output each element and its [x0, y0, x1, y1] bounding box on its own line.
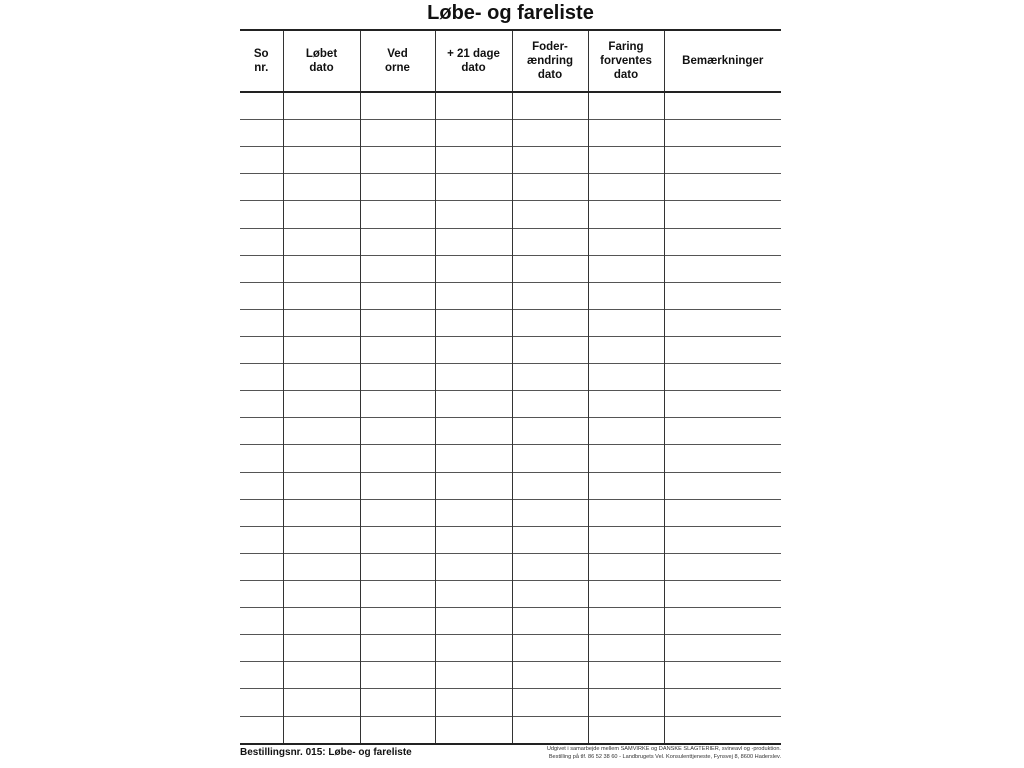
remarks-cell [664, 553, 781, 580]
sow-number-cell [240, 553, 283, 580]
breeding-log-table [240, 29, 781, 745]
table-row [240, 499, 781, 526]
farrowing-date-cell [588, 92, 664, 120]
feed-change-cell [512, 716, 588, 744]
plus-21-days-cell [435, 201, 512, 228]
mating-date-cell [283, 92, 360, 120]
farrowing-date-cell [588, 689, 664, 716]
feed-change-cell [512, 418, 588, 445]
plus-21-days-cell [435, 445, 512, 472]
table-row [240, 580, 781, 607]
plus-21-days-cell [435, 282, 512, 309]
feed-change-cell [512, 445, 588, 472]
remarks-cell [664, 228, 781, 255]
boar-cell [360, 635, 435, 662]
sow-number-cell [240, 337, 283, 364]
mating-date-cell [283, 255, 360, 282]
plus-21-days-cell [435, 92, 512, 120]
form-sheet [240, 0, 781, 768]
order-number-note: Bestillingsnr. 015: Løbe- og fareliste [240, 747, 412, 758]
farrowing-date-cell [588, 201, 664, 228]
feed-change-cell [512, 472, 588, 499]
feed-change-cell [512, 282, 588, 309]
farrowing-date-cell [588, 228, 664, 255]
boar-cell [360, 499, 435, 526]
table-row [240, 201, 781, 228]
farrowing-date-cell [588, 662, 664, 689]
column-header-mating-date: Løbet dato [283, 30, 360, 92]
remarks-cell [664, 255, 781, 282]
farrowing-date-cell [588, 553, 664, 580]
remarks-cell [664, 716, 781, 744]
plus-21-days-cell [435, 526, 512, 553]
farrowing-date-cell [588, 174, 664, 201]
publisher-note-line-1: Udgivet i samarbejde mellem SAMVIRKE og DANSKE SLAGTERIER, svineavl og -produktion. [546, 746, 781, 752]
farrowing-date-cell [588, 608, 664, 635]
feed-change-cell [512, 201, 588, 228]
plus-21-days-cell [435, 662, 512, 689]
farrowing-date-cell [588, 391, 664, 418]
farrowing-date-cell [588, 364, 664, 391]
plus-21-days-cell [435, 120, 512, 147]
table-row [240, 445, 781, 472]
table-row [240, 716, 781, 744]
feed-change-cell [512, 689, 588, 716]
table-row [240, 472, 781, 499]
sow-number-cell [240, 282, 283, 309]
boar-cell [360, 282, 435, 309]
sow-number-cell [240, 418, 283, 445]
boar-cell [360, 418, 435, 445]
plus-21-days-cell [435, 309, 512, 336]
farrowing-date-cell [588, 472, 664, 499]
table-row [240, 635, 781, 662]
feed-change-cell [512, 309, 588, 336]
feed-change-cell [512, 635, 588, 662]
remarks-cell [664, 147, 781, 174]
mating-date-cell [283, 391, 360, 418]
remarks-cell [664, 364, 781, 391]
table-row [240, 689, 781, 716]
feed-change-cell [512, 364, 588, 391]
feed-change-cell [512, 526, 588, 553]
boar-cell [360, 309, 435, 336]
remarks-cell [664, 580, 781, 607]
plus-21-days-cell [435, 499, 512, 526]
feed-change-cell [512, 337, 588, 364]
remarks-cell [664, 201, 781, 228]
column-header-sow-number: So nr. [240, 30, 283, 92]
remarks-cell [664, 309, 781, 336]
mating-date-cell [283, 553, 360, 580]
sow-number-cell [240, 689, 283, 716]
remarks-cell [664, 282, 781, 309]
farrowing-date-cell [588, 635, 664, 662]
boar-cell [360, 174, 435, 201]
sow-number-cell [240, 147, 283, 174]
plus-21-days-cell [435, 391, 512, 418]
boar-cell [360, 201, 435, 228]
boar-cell [360, 580, 435, 607]
sow-number-cell [240, 716, 283, 744]
mating-date-cell [283, 445, 360, 472]
remarks-cell [664, 418, 781, 445]
feed-change-cell [512, 147, 588, 174]
feed-change-cell [512, 553, 588, 580]
mating-date-cell [283, 580, 360, 607]
table-row [240, 174, 781, 201]
mating-date-cell [283, 662, 360, 689]
mating-date-cell [283, 526, 360, 553]
mating-date-cell [283, 228, 360, 255]
sow-number-cell [240, 364, 283, 391]
sow-number-cell [240, 391, 283, 418]
boar-cell [360, 662, 435, 689]
mating-date-cell [283, 201, 360, 228]
table-row [240, 120, 781, 147]
feed-change-cell [512, 499, 588, 526]
column-header-feed-change-date: Foder- ændring dato [512, 30, 588, 92]
mating-date-cell [283, 418, 360, 445]
farrowing-date-cell [588, 445, 664, 472]
mating-date-cell [283, 282, 360, 309]
feed-change-cell [512, 662, 588, 689]
plus-21-days-cell [435, 716, 512, 744]
boar-cell [360, 445, 435, 472]
column-header-boar: Ved orne [360, 30, 435, 92]
sow-number-cell [240, 228, 283, 255]
farrowing-date-cell [588, 147, 664, 174]
table-header-row [240, 30, 781, 92]
table-row [240, 282, 781, 309]
sow-number-cell [240, 580, 283, 607]
table-row [240, 228, 781, 255]
mating-date-cell [283, 472, 360, 499]
table-row [240, 364, 781, 391]
mating-date-cell [283, 147, 360, 174]
feed-change-cell [512, 255, 588, 282]
column-header-expected-farrowing-date: Faring forventes dato [588, 30, 664, 92]
farrowing-date-cell [588, 309, 664, 336]
boar-cell [360, 92, 435, 120]
remarks-cell [664, 174, 781, 201]
boar-cell [360, 337, 435, 364]
boar-cell [360, 608, 435, 635]
feed-change-cell [512, 608, 588, 635]
publisher-note-line-2: Bestilling på tlf. 86 52 38 60 - Landbrugets Vel. Konsulenttjeneste, Fynsvej 8, 8600 Haderslev. [548, 753, 781, 760]
plus-21-days-cell [435, 580, 512, 607]
plus-21-days-cell [435, 418, 512, 445]
plus-21-days-cell [435, 255, 512, 282]
farrowing-date-cell [588, 499, 664, 526]
column-header-plus-21-days-date: + 21 dage dato [435, 30, 512, 92]
sow-number-cell [240, 526, 283, 553]
plus-21-days-cell [435, 553, 512, 580]
boar-cell [360, 391, 435, 418]
remarks-cell [664, 662, 781, 689]
boar-cell [360, 526, 435, 553]
farrowing-date-cell [588, 282, 664, 309]
remarks-cell [664, 472, 781, 499]
table-row [240, 391, 781, 418]
table-body [240, 92, 781, 744]
sow-number-cell [240, 608, 283, 635]
remarks-cell [664, 391, 781, 418]
boar-cell [360, 228, 435, 255]
feed-change-cell [512, 391, 588, 418]
boar-cell [360, 689, 435, 716]
farrowing-date-cell [588, 418, 664, 445]
form-title: Løbe- og fareliste [427, 2, 594, 24]
boar-cell [360, 147, 435, 174]
remarks-cell [664, 689, 781, 716]
farrowing-date-cell [588, 120, 664, 147]
remarks-cell [664, 608, 781, 635]
table-row [240, 337, 781, 364]
mating-date-cell [283, 337, 360, 364]
publisher-note [471, 746, 781, 761]
mating-date-cell [283, 608, 360, 635]
plus-21-days-cell [435, 472, 512, 499]
mating-date-cell [283, 120, 360, 147]
column-header-remarks: Bemærkninger [664, 30, 781, 92]
boar-cell [360, 716, 435, 744]
boar-cell [360, 472, 435, 499]
table-row [240, 553, 781, 580]
sow-number-cell [240, 499, 283, 526]
remarks-cell [664, 120, 781, 147]
plus-21-days-cell [435, 174, 512, 201]
feed-change-cell [512, 92, 588, 120]
boar-cell [360, 120, 435, 147]
farrowing-date-cell [588, 337, 664, 364]
sow-number-cell [240, 174, 283, 201]
table-row [240, 662, 781, 689]
boar-cell [360, 553, 435, 580]
plus-21-days-cell [435, 337, 512, 364]
mating-date-cell [283, 689, 360, 716]
feed-change-cell [512, 174, 588, 201]
mating-date-cell [283, 499, 360, 526]
remarks-cell [664, 445, 781, 472]
table-row [240, 418, 781, 445]
table-row [240, 309, 781, 336]
sow-number-cell [240, 255, 283, 282]
feed-change-cell [512, 228, 588, 255]
plus-21-days-cell [435, 147, 512, 174]
sow-number-cell [240, 201, 283, 228]
boar-cell [360, 255, 435, 282]
remarks-cell [664, 635, 781, 662]
plus-21-days-cell [435, 228, 512, 255]
mating-date-cell [283, 364, 360, 391]
mating-date-cell [283, 309, 360, 336]
sow-number-cell [240, 662, 283, 689]
mating-date-cell [283, 716, 360, 744]
sow-number-cell [240, 472, 283, 499]
table-row [240, 92, 781, 120]
farrowing-date-cell [588, 580, 664, 607]
table-row [240, 608, 781, 635]
mating-date-cell [283, 174, 360, 201]
boar-cell [360, 364, 435, 391]
remarks-cell [664, 337, 781, 364]
sow-number-cell [240, 120, 283, 147]
table-row [240, 526, 781, 553]
plus-21-days-cell [435, 689, 512, 716]
plus-21-days-cell [435, 608, 512, 635]
farrowing-date-cell [588, 526, 664, 553]
sow-number-cell [240, 445, 283, 472]
mating-date-cell [283, 635, 360, 662]
feed-change-cell [512, 120, 588, 147]
remarks-cell [664, 92, 781, 120]
plus-21-days-cell [435, 364, 512, 391]
sow-number-cell [240, 92, 283, 120]
remarks-cell [664, 526, 781, 553]
plus-21-days-cell [435, 635, 512, 662]
table-row [240, 147, 781, 174]
farrowing-date-cell [588, 716, 664, 744]
remarks-cell [664, 499, 781, 526]
sow-number-cell [240, 309, 283, 336]
sow-number-cell [240, 635, 283, 662]
feed-change-cell [512, 580, 588, 607]
table-row [240, 255, 781, 282]
farrowing-date-cell [588, 255, 664, 282]
